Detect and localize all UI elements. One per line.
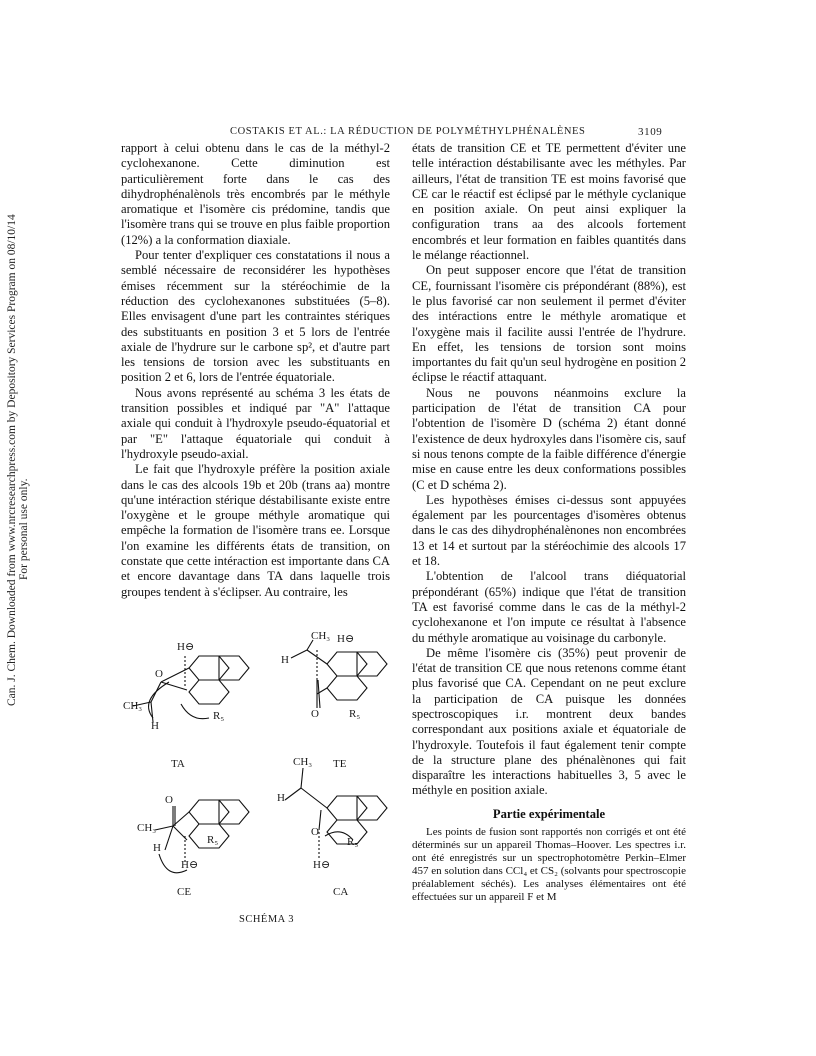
right-paragraph-3: Nous ne pouvons néanmoins exclure la participation de l'état de transition CA pour l'obtention de l'isomère D (schéma 2) étant donné l'existence de deux hydroxyles dans l'isomère cis, sauf si nous tenons compte de la faible différence d'énergie mise en cause entre les deux conformations possibles (C et D schéma 2). — [412, 385, 686, 492]
scheme-caption: SCHÉMA 3 — [239, 914, 295, 925]
right-paragraph-5: L'obtention de l'alcool trans diéquatorial prépondérant (65%) indique que l'état de transition TA est favorisé comme dans le cas de la méthyl-2 cyclohexanone et l'on impute ce résultat à l'absence du méthyle aromatique au voisinage du carbonyle. — [412, 569, 686, 645]
te-caption: TE — [333, 758, 347, 770]
ce-hydrogen-label: H — [153, 842, 161, 854]
experimental-paragraph: Les points de fusion sont rapportés non corrigés et ont été déterminés sur un appareil Thomas–Hoover. Les spectres i.r. ont été enregistrés sur un spectrophotomètre Perkin–Elmer 457 en solution dans CCl₄ et CS₂ (solvants pour spectroscopie préalablement séchés). Les analyses élémentaires ont été effectuées sur un appareil F et M — [412, 826, 686, 903]
left-column — [121, 141, 390, 600]
section-title: Partie expérimentale — [492, 806, 606, 821]
ta-r5-label: R₅ — [213, 710, 225, 722]
page-number: 3109 — [638, 126, 663, 138]
ta-caption: TA — [171, 758, 185, 770]
download-sidebar — [0, 0, 30, 1056]
ca-r5-label: R₅ — [347, 836, 359, 848]
ca-methyl-label: CH₃ — [293, 756, 313, 768]
te-methyl-label: CH₃ — [311, 630, 331, 642]
left-paragraph-4: Le fait que l'hydroxyle préfère la position axiale dans le cas des alcools 19b et 20b (trans aa) montre qu'une intéraction stérique déstabilisante existe entre l'oxygène et le groupe méthyle aromatique qui empêche la formation de l'isomère trans ee. Lorsque l'on examine les différents états de transition, on constate que cette intéraction est importante dans CA et encore davantage dans TA dans laquelle trois groupes tendent à s'éclipser. Au contraire, les — [121, 462, 390, 599]
ce-r5-label: R₅ — [207, 834, 219, 846]
te-hydrogen-label: H — [281, 654, 289, 666]
ca-structure — [285, 768, 387, 860]
te-r5-label: R₅ — [349, 708, 361, 720]
ta-structure — [133, 656, 249, 722]
ca-hydrogen-label: H — [277, 792, 285, 804]
left-paragraph-3: Nous avons représenté au schéma 3 les états de transition possibles et indiqué par "A" l'attaque axiale qui conduit à l'hydroxyle pseudo-équatorial et par "E" l'attaque équatoriale qui conduit à l'hydroxyle pseudo-axial. — [121, 385, 390, 461]
ce-methyl-label: CH₃ — [137, 822, 157, 834]
ce-caption: CE — [177, 886, 192, 898]
sidebar-citation: Can. J. Chem. Downloaded from www.nrcresearchpress.com by Depository Services Program on 08/10/14 — [6, 214, 18, 706]
ta-hydrogen-label: H — [151, 720, 159, 732]
te-structure — [291, 640, 387, 708]
left-paragraph-1: rapport à celui obtenu dans le cas de la méthyl-2 cyclohexanone. Cette diminution est particulièrement forte dans le cas des dihydrophénalènols très encombrés par le méthyle aromatique et l'isomère cis prédomine, tandis que l'isomère trans qui se trouve en plus faible proportion (12%) a la conformation diaxiale. — [121, 141, 390, 247]
te-oxygen-label: O — [311, 708, 319, 720]
ce-structure — [155, 800, 249, 873]
ta-oxygen-label: O — [155, 668, 163, 680]
right-paragraph-2: On peut supposer encore que l'état de transition CE, fournissant l'isomère cis prépondérant (88%), est le plus favorisé car non seulement il permet d'éviter des intéractions entre le méthyle aromatique et l'oxygène mais il facilite aussi l'entrée de l'hydrure. En effet, les tensions de torsion sont moins importantes du fait qu'un seul hydrogène en position 2 éclipse le réactif attaquant. — [412, 263, 686, 385]
ca-oxygen-label: O — [311, 826, 319, 838]
right-paragraph-1: états de transition CE et TE permettent d'éviter une telle intéraction déstabilisante avec les méthyles. Par ailleurs, l'état de transition TE est moins favorisé que CE car le réactif est éclipsé par le méthyle cyclanique en position axiale. On peut ainsi expliquer la configuration trans aa des alcools fortement encombrés et leur formation en faibles quantités dans le mélange réactionnel. — [412, 141, 686, 263]
te-hydride-label: H⊖ — [337, 633, 355, 645]
left-paragraph-2: Pour tenter d'expliquer ces constatations il nous a semblé nécessaire de reconsidérer les hypothèses émises récemment sur la stéréochimie de la réduction des cyclohexanones substituées (5–8). Elles envisagent d'une part les contraintes stériques des substituants en position 3 et 5 lors de l'entrée axiale de l'hydrure sur le carbone sp², et d'autre part les tensions de torsion avec les substituants en position 2 et 6, lors de l'entrée équatoriale. — [121, 248, 390, 385]
header-title: COSTAKIS ET AL.: LA RÉDUCTION DE POLYMÉTHYLPHÉNALÈNES — [230, 126, 586, 137]
ce-oxygen-label: O — [165, 794, 173, 806]
scheme-3-figure — [121, 630, 399, 930]
ca-caption: CA — [333, 886, 349, 898]
sidebar-personal-use: For personal use only. — [18, 478, 30, 580]
ce-hydride-label: H⊖ — [181, 859, 199, 871]
ta-methyl-label: CH₃ — [123, 700, 143, 712]
right-column — [412, 141, 686, 904]
ta-hydride-label: H⊖ — [177, 641, 195, 653]
right-paragraph-4: Les hypothèses émises ci-dessus sont appuyées également par les pourcentages d'isomères obtenus dans le cas des dihydrophénalènones non encombrées 13 et 14 et surtout par la stéréochimie des alcools 17 et 18. — [412, 492, 686, 569]
right-paragraph-6: De même l'isomère cis (35%) peut provenir de l'état de transition CE que nous retenons comme étant plus favorisé que CA. Cependant on ne peut exclure la participation de CA puisque les données spectroscopiques i.r. montrent deux bandes correspondant aux positions axiale et équatoriale de l'hydroxyle. Toutefois il faut également tenir compte de la structure plane des phénalènones qui fait disparaître les interactions habituelles 3, 5 avec le méthyle en position axiale. — [412, 645, 686, 798]
ca-hydride-label: H⊖ — [313, 859, 331, 871]
